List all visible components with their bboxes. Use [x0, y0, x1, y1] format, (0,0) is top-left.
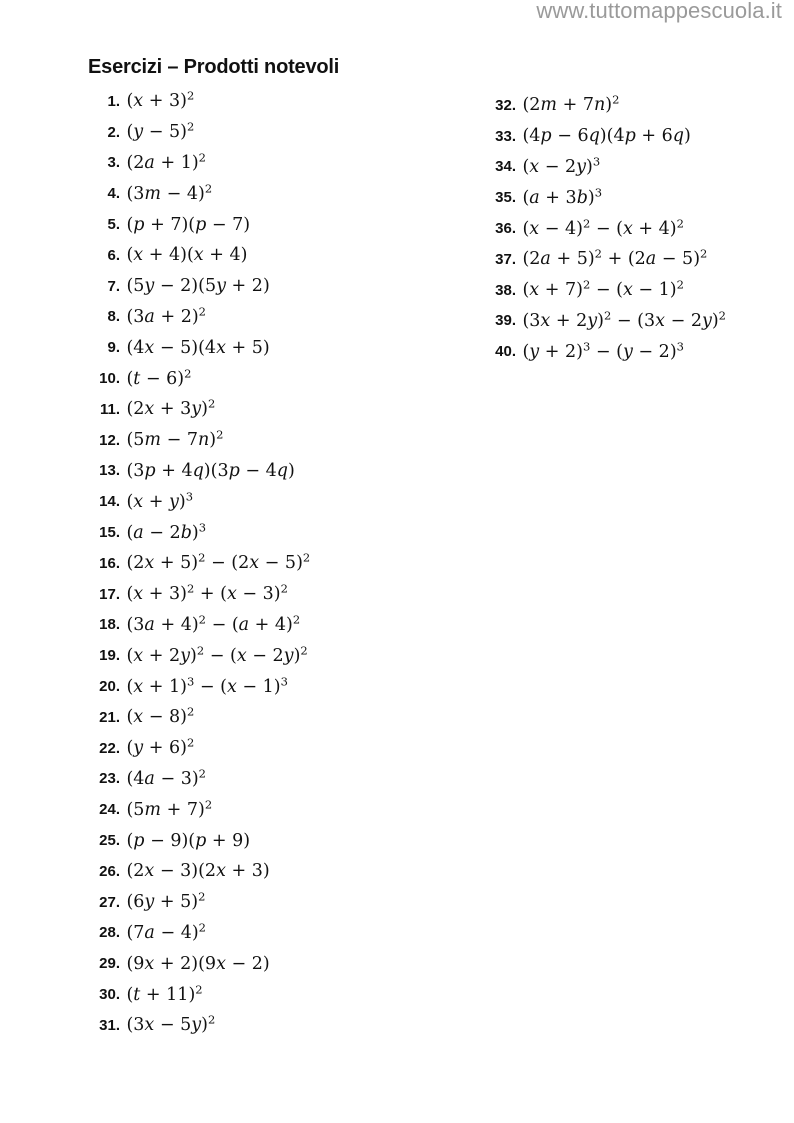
- exercise-item: [88, 148, 310, 179]
- exercise-item: [88, 86, 310, 117]
- exercise-item: [88, 271, 310, 302]
- exercise-item: [88, 702, 310, 733]
- exercise-number: 28.: [99, 924, 120, 942]
- exercise-number: 8.: [107, 308, 120, 326]
- exercise-item: [88, 794, 310, 825]
- exercise-number: 2.: [107, 123, 120, 141]
- exercise-expression: $(x - 4)^2 - (x + 4)^2$: [522, 216, 684, 239]
- exercise-number: 18.: [99, 616, 120, 634]
- exercise-number: 11.: [99, 400, 120, 418]
- exercise-number: 7.: [107, 277, 120, 295]
- exercise-item: [88, 394, 310, 425]
- exercise-item: [484, 213, 726, 244]
- exercise-number: 38.: [495, 281, 516, 299]
- exercise-item: [484, 275, 726, 306]
- exercise-item: [88, 425, 310, 456]
- exercise-expression: $(x - 2y)^3$: [522, 154, 601, 177]
- exercise-number: 26.: [99, 862, 120, 880]
- exercise-item: [88, 733, 310, 764]
- exercise-expression: $(2x + 3y)^2$: [126, 397, 216, 420]
- exercise-expression: (x + 4)(x + 4): [126, 245, 248, 266]
- exercise-expression: (9x + 2)(9x − 2): [126, 953, 270, 974]
- exercise-expression: (4p − 6q)(4p + 6q): [522, 126, 691, 147]
- exercise-item: [484, 182, 726, 213]
- exercise-number: 21.: [99, 708, 120, 726]
- exercise-number: 10.: [99, 370, 120, 388]
- exercise-expression: (2x − 3)(2x + 3): [126, 861, 270, 882]
- exercise-number: 13.: [99, 462, 120, 480]
- exercise-number: 37.: [495, 250, 516, 268]
- exercise-item: [88, 918, 310, 949]
- exercise-item: [88, 1010, 310, 1041]
- exercise-expression: $(a - 2b)^3$: [126, 520, 207, 543]
- exercise-expression: $(x - 8)^2$: [126, 705, 195, 728]
- exercise-number: 4.: [107, 185, 120, 203]
- exercise-expression: $(3a + 4)^2 - (a + 4)^2$: [126, 612, 301, 635]
- exercise-number: 14.: [99, 493, 120, 511]
- exercise-number: 12.: [99, 431, 120, 449]
- exercise-item: [484, 306, 726, 337]
- exercise-item: [88, 486, 310, 517]
- exercise-item: [88, 640, 310, 671]
- exercise-expression: $(a + 3b)^3$: [522, 185, 603, 208]
- exercise-number: 5.: [107, 216, 120, 234]
- exercise-list-left: [88, 86, 310, 1041]
- exercise-number: 20.: [99, 678, 120, 696]
- exercise-expression: $(x + 1)^3 - (x - 1)^3$: [126, 674, 288, 697]
- exercise-item: [88, 517, 310, 548]
- exercise-expression: $(x + 3)^2 + (x - 3)^2$: [126, 581, 288, 605]
- exercise-number: 29.: [99, 955, 120, 973]
- exercise-expression: $(7a - 4)^2$: [126, 920, 206, 943]
- exercise-list-right: [484, 90, 726, 367]
- exercise-number: 27.: [99, 893, 120, 911]
- exercise-expression: $(x + y)^3$: [126, 489, 194, 512]
- exercise-number: 40.: [495, 343, 516, 361]
- exercise-expression: $(x + 2y)^2 - (x - 2y)^2$: [126, 643, 308, 666]
- exercise-expression: $(x + 3)^2$: [126, 89, 195, 112]
- exercise-number: 22.: [99, 739, 120, 757]
- exercise-expression: $(2m + 7n)^2$: [522, 93, 620, 116]
- exercise-expression: $(3m - 4)^2$: [126, 181, 213, 204]
- exercise-item: [484, 90, 726, 121]
- exercise-expression: (p − 9)(p + 9): [126, 830, 251, 851]
- exercise-expression: $(4a - 3)^2$: [126, 766, 206, 789]
- exercise-expression: (5y − 2)(5y + 2): [126, 276, 270, 297]
- exercise-item: [88, 117, 310, 148]
- exercise-number: 31.: [99, 1016, 120, 1034]
- exercise-expression: $(2a + 5)^2 + (2a - 5)^2$: [522, 247, 708, 270]
- exercise-number: 34.: [495, 158, 516, 176]
- exercise-number: 19.: [99, 647, 120, 665]
- exercise-item: [88, 332, 310, 363]
- exercise-item: [88, 456, 310, 487]
- exercise-item: [88, 363, 310, 394]
- exercise-item: [484, 121, 726, 152]
- exercise-item: [88, 240, 310, 271]
- exercise-number: 32.: [495, 96, 516, 114]
- exercise-number: 30.: [99, 986, 120, 1003]
- exercise-expression: $(x + 7)^2 - (x - 1)^2$: [522, 277, 684, 301]
- exercise-expression: $(t - 6)^2$: [126, 366, 192, 389]
- exercise-item: [88, 579, 310, 610]
- exercise-item: [88, 887, 310, 918]
- exercise-expression: $(3x - 5y)^2$: [126, 1012, 216, 1036]
- exercise-expression: (3p + 4q)(3p − 4q): [126, 460, 295, 481]
- exercise-item: [88, 302, 310, 333]
- exercise-expression: $(y + 2)^3 - (y - 2)^3$: [522, 339, 684, 362]
- exercise-item: [484, 336, 726, 367]
- exercise-item: [88, 825, 310, 856]
- exercise-number: 1.: [107, 92, 120, 110]
- exercise-expression: $(2a + 1)^2$: [126, 150, 206, 173]
- exercise-item: [88, 610, 310, 641]
- exercise-expression: (p + 7)(p − 7): [126, 214, 251, 235]
- exercise-item: [88, 548, 310, 579]
- exercise-number: 6.: [107, 246, 120, 264]
- exercise-expression: $(y + 6)^2$: [126, 735, 195, 759]
- exercise-number: 9.: [107, 339, 120, 357]
- exercise-number: 25.: [99, 832, 120, 850]
- exercise-number: 23.: [99, 770, 120, 788]
- exercise-number: 39.: [495, 312, 516, 330]
- exercise-number: 16.: [99, 554, 120, 572]
- exercise-item: [88, 209, 310, 240]
- exercise-item: [88, 948, 310, 979]
- exercise-item: [88, 764, 310, 795]
- exercise-number: 3.: [107, 154, 120, 172]
- exercise-item: [88, 856, 310, 887]
- exercise-item: [484, 244, 726, 275]
- exercise-expression: $(y - 5)^2$: [126, 119, 195, 143]
- exercise-expression: $(5m + 7)^2$: [126, 797, 213, 820]
- exercise-item: [88, 979, 310, 1010]
- exercise-expression: $(5m - 7n)^2$: [126, 427, 224, 451]
- exercise-expression: (4x − 5)(4x + 5): [126, 337, 270, 358]
- exercise-expression: $(6y + 5)^2$: [126, 889, 206, 913]
- exercise-expression: $(2x + 5)^2 - (2x - 5)^2$: [126, 551, 311, 574]
- exercise-number: 35.: [495, 189, 516, 207]
- exercise-number: 33.: [495, 127, 516, 145]
- page-title: Esercizi – Prodotti notevoli: [88, 56, 340, 78]
- exercise-item: [88, 178, 310, 209]
- exercise-number: 17.: [99, 585, 120, 603]
- exercise-item: [88, 671, 310, 702]
- exercise-number: 36.: [495, 220, 516, 238]
- exercise-number: 15.: [99, 524, 120, 542]
- exercise-expression: $(3a + 2)^2$: [126, 304, 206, 327]
- exercise-expression: $(3x + 2y)^2 - (3x - 2y)^2$: [522, 308, 726, 331]
- exercise-item: [484, 152, 726, 183]
- exercise-number: 24.: [99, 801, 120, 819]
- site-watermark: www.tuttomappescuola.it: [536, 0, 782, 23]
- exercise-expression: $(t + 11)^2$: [126, 982, 203, 1005]
